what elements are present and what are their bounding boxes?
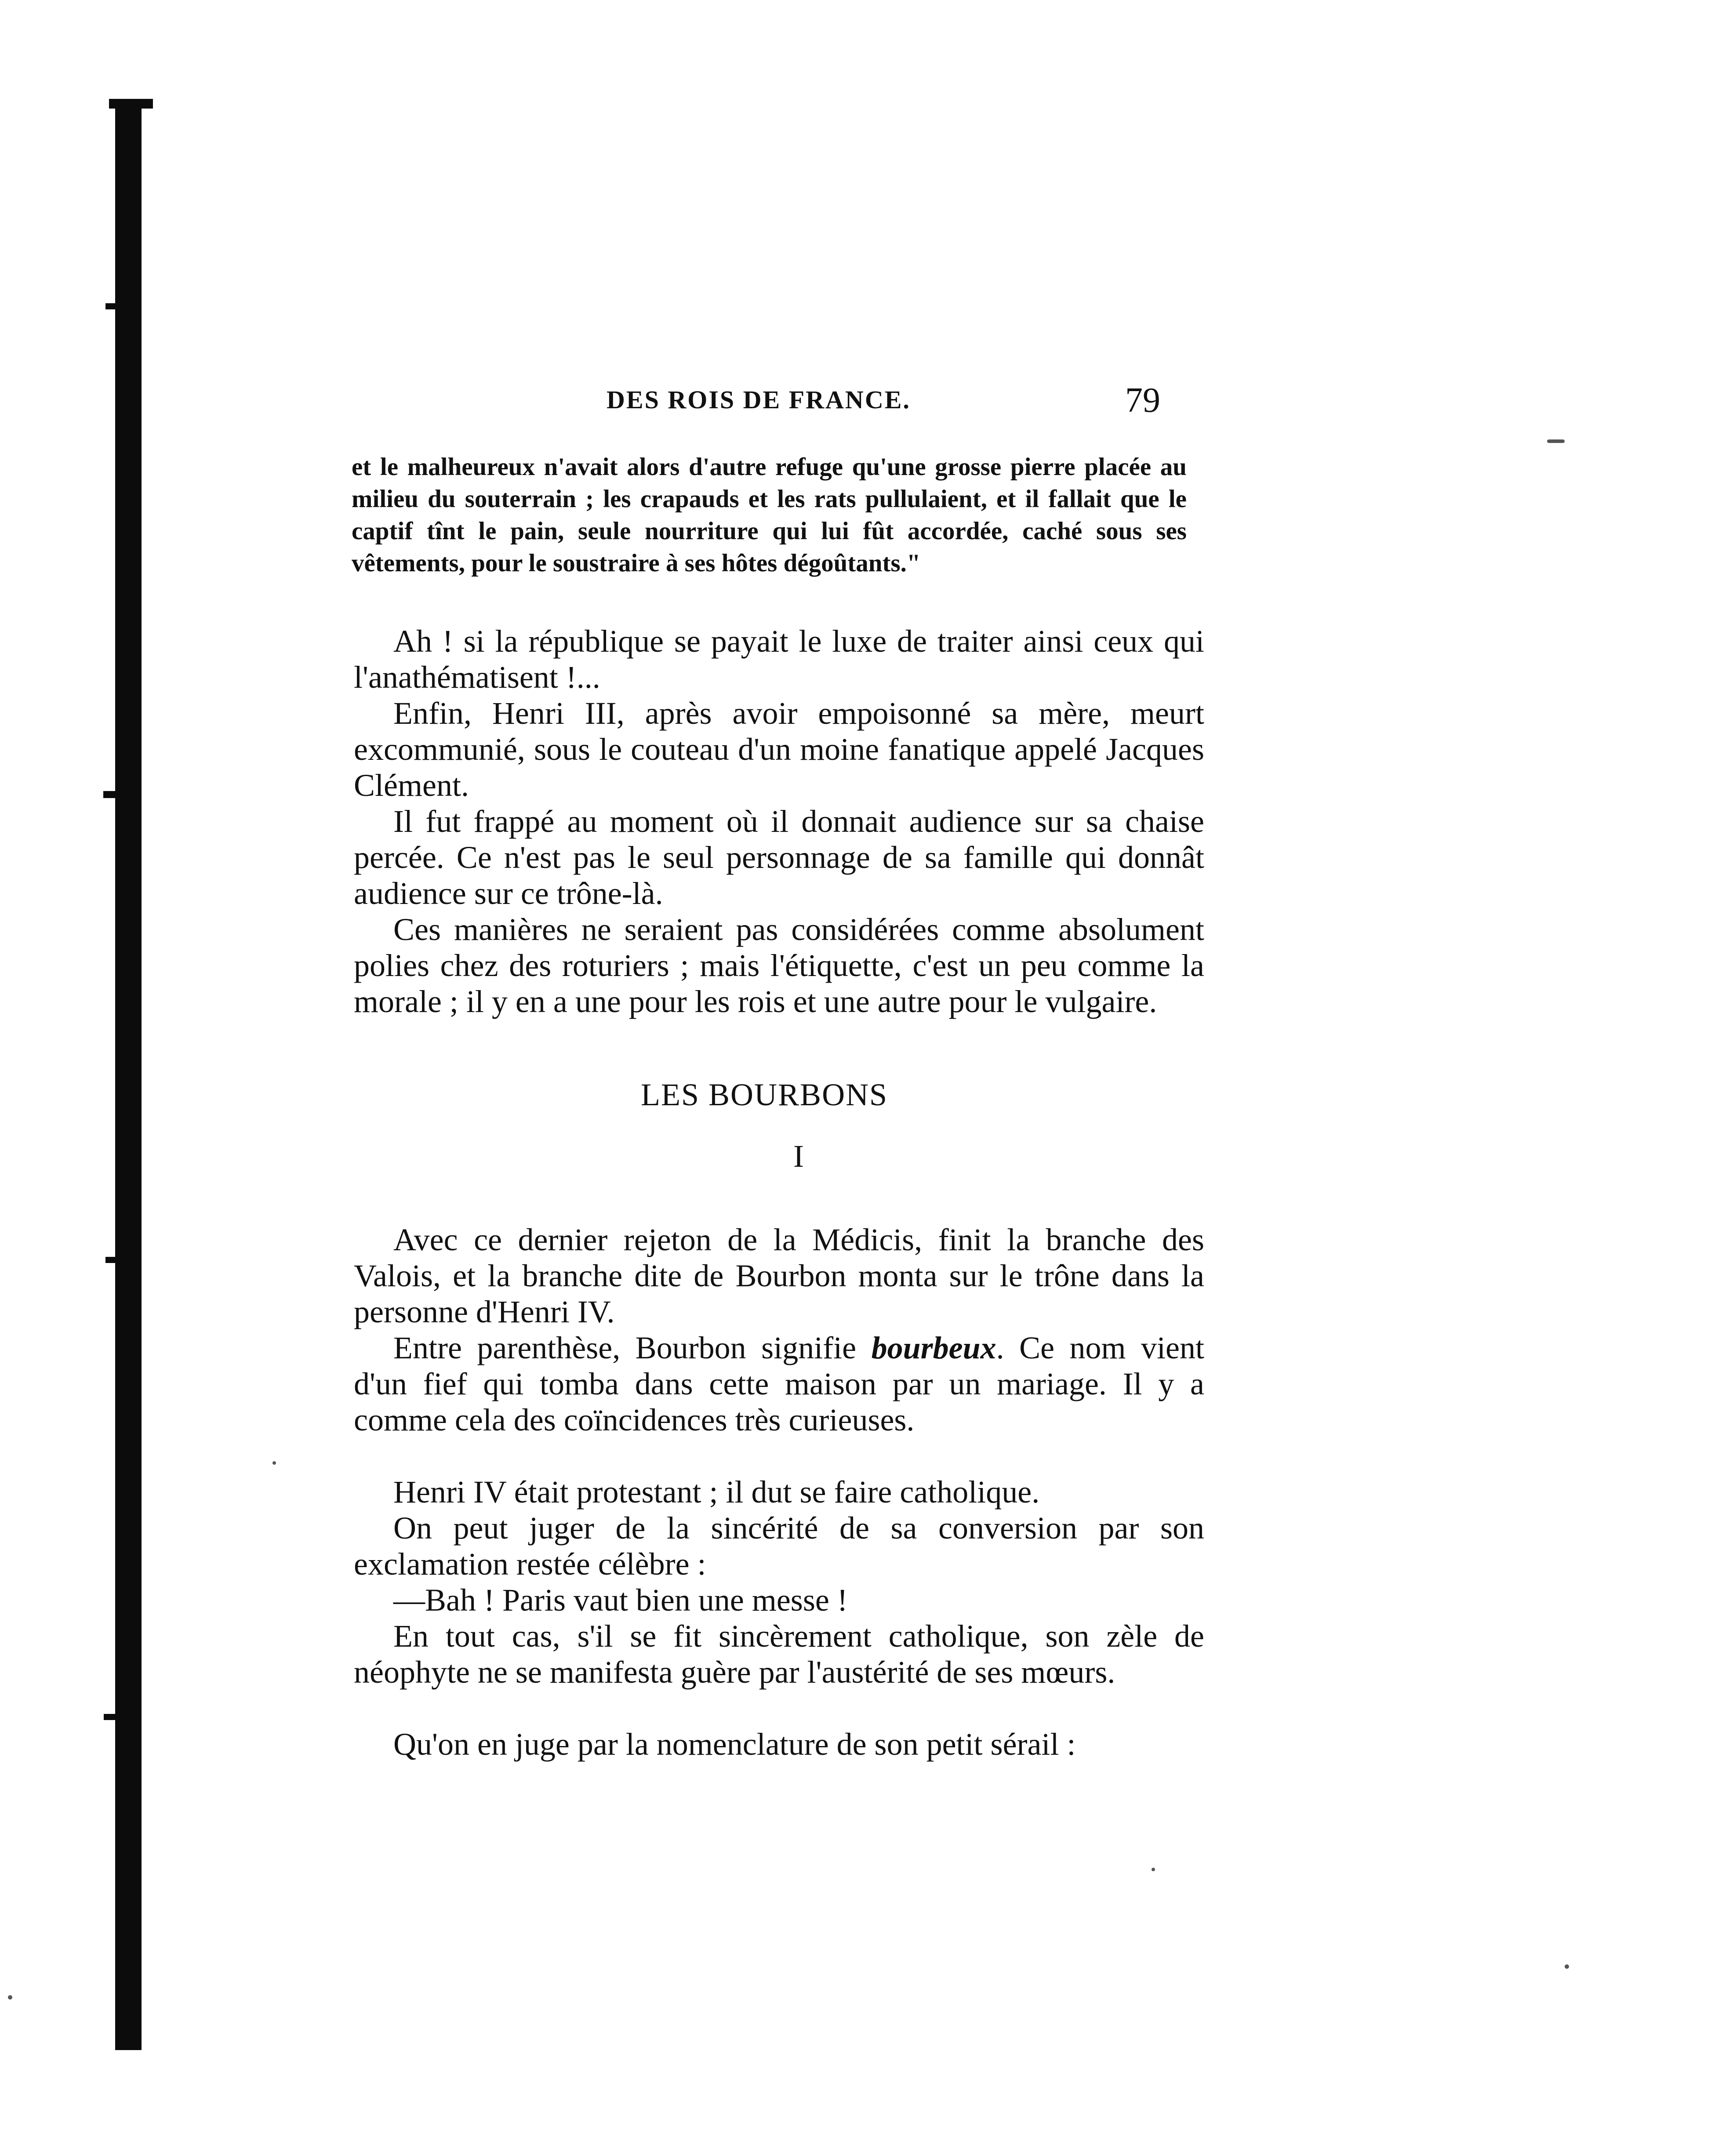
paragraph: Avec ce dernier rejeton de la Médicis, finit la branche des Valois, et la branche dite de Bourbon monta sur le trône dans la personne d'Henri IV. bbox=[354, 1222, 1204, 1329]
scan-speck bbox=[1565, 1964, 1569, 1969]
running-head: DES ROIS DE FRANCE. bbox=[607, 385, 911, 414]
paragraph: Henri IV était protestant ; il dut se faire catholique. bbox=[393, 1474, 1040, 1510]
binding-edge-top bbox=[109, 99, 153, 109]
section-numeral: I bbox=[793, 1139, 804, 1174]
binding-notch bbox=[103, 791, 119, 798]
paragraph: Qu'on en juge par la nomenclature de son petit sérail : bbox=[393, 1727, 1076, 1762]
section-title: LES BOURBONS bbox=[641, 1077, 888, 1112]
dialogue-line: —Bah ! Paris vaut bien une messe ! bbox=[393, 1583, 848, 1618]
quoted-passage: et le malheureux n'avait alors d'autre refuge qu'une grosse pierre placée au milieu du souterrain ; les crapauds et les rats pullulaient, et il fallait que le captif tînt le pain, seule nourriture qui lui fût accordée, caché sous ses vêtements, pour le soustraire à ses hôtes dégoûtants." bbox=[352, 453, 1187, 577]
binding-edge bbox=[115, 99, 142, 2050]
paragraph: On peut juger de la sincérité de sa conversion par son exclamation restée célèbre : bbox=[354, 1510, 1204, 1582]
scan-speck bbox=[1152, 1868, 1155, 1871]
paragraph-text: . Ce nom vient d'un fief qui tomba dans cette maison par un mariage. Il y a comme cela des coïncidences très curieuses. bbox=[354, 1330, 1204, 1437]
paragraph: Ah ! si la république se payait le luxe de traiter ainsi ceux qui l'anathématisent !... bbox=[354, 624, 1204, 695]
scan-speck bbox=[272, 1461, 276, 1465]
binding-notch bbox=[105, 1257, 119, 1263]
paragraph bbox=[354, 1330, 1204, 1438]
binding-notch bbox=[104, 1714, 119, 1720]
paragraph-text: Entre parenthèse, Bourbon signifie bbox=[393, 1330, 872, 1365]
paragraph: Enfin, Henri III, après avoir empoisonné sa mère, meurt excommunié, sous le couteau d'un moine fanatique appelé Jacques Clément. bbox=[354, 696, 1204, 803]
paragraph: Ces manières ne seraient pas considérées comme absolument polies chez des roturiers ; mais l'étiquette, c'est un peu comme la morale ; il y en a une pour les rois et une autre pour le vulgaire. bbox=[354, 912, 1204, 1019]
page-number: 79 bbox=[1125, 381, 1160, 420]
scan-speck bbox=[1547, 439, 1565, 443]
paragraph: Il fut frappé au moment où il donnait audience sur sa chaise percée. Ce n'est pas le seul personnage de sa famille qui donnât audience sur ce trône-là. bbox=[354, 804, 1204, 911]
italic-word: bourbeux bbox=[871, 1330, 996, 1365]
binding-notch bbox=[105, 303, 119, 309]
paragraph: En tout cas, s'il se fit sincèrement catholique, son zèle de néophyte ne se manifesta guère par l'austérité de ses mœurs. bbox=[354, 1619, 1204, 1690]
scan-speck bbox=[8, 1995, 12, 2000]
